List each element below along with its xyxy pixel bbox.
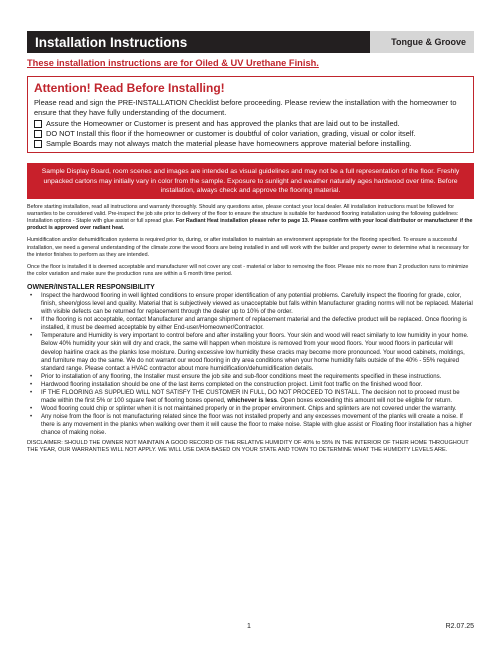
list-item-text: Any noise from the floor is not manufacturing related since the floor was not installed properly and any excesses movement of the planks will create a noise. If there is any movement in the planks when walking over them it will cause the floor to make noise. Staple with glue assist or Floating floor installation has a higher chance of making noise.	[41, 414, 472, 437]
sample-notice-banner: Sample Display Board, room scenes and images are intended as visual guidelines and may not be a full representation of the floor. Freshly unpacked cartons may initially vary in color from the sample. Exposure to sunlight and weather naturally ages hardwood over time. Before installation, always check and approve the flooring material.	[27, 163, 474, 199]
list-item-text: . Open boxes exceeding this amount will not be eligible for return.	[276, 398, 453, 405]
humidity-disclaimer: DISCLAIMER: SHOULD THE OWNER NOT MAINTAIN A GOOD RECORD OF THE RELATIVE HUMIDITY OF 40% to 55% IN THE INTERIOR OF THEIR HOME THROUGHOUT THE YEAR, OUR WARRANTIES WILL NOT APPLY. WE WILL USE DATA BASED ON YOUR STATE AND TOWN TO DETERMINE WHAT THE HUMIDITY LEVELS ARE.	[27, 439, 469, 454]
bullet-icon: •	[30, 333, 33, 340]
list-item	[27, 389, 474, 405]
checkbox[interactable]	[34, 130, 42, 138]
list-item-emphasis: whichever is less	[227, 398, 277, 405]
bullet-icon: •	[30, 414, 33, 421]
acceptance-paragraph: Once the floor is installed it is deemed acceptable and manufacturer will not cover any cost - material or labor to removing the floor. Please mix no more than 2 production runs to minimize the color variation and make sure the production runs are within a 6 month time period.	[27, 263, 469, 277]
list-item	[27, 405, 474, 413]
list-item-text: Hardwood flooring installation should be one of the last items completed on the construction project. Limit foot traffic on the finished wood floor.	[41, 381, 423, 388]
attention-box	[27, 76, 474, 153]
humidity-paragraph: Humidification and/or dehumidification systems is required prior to, during, or after installation to maintain an environment appropriate for the flooring specified. To ensure a successful installation, we need a general understanding of the climate zone the wood floors are being installed in and will work with the builder and property owner to determine what is necessary for the interior finishes to perform as they are intended.	[27, 237, 470, 258]
list-item	[27, 381, 474, 389]
bullet-icon: •	[30, 292, 33, 299]
bullet-icon: •	[30, 390, 33, 396]
checkbox[interactable]	[34, 120, 42, 128]
document-title: Installation Instructions	[27, 31, 370, 53]
checklist-item	[34, 129, 467, 139]
bullet-icon: •	[30, 373, 33, 380]
radiant-heat-note: For Radiant Heat installation please refer to page 13. Please confirm with your local distributor or manufacturer if the product is approved over radiant heat.	[27, 218, 473, 232]
list-item	[27, 413, 474, 437]
attention-intro: Please read and sign the PRE-INSTALLATION Checklist before proceeding. Please review the installation with the homeowner to ensure that they have fully understanding of the document.	[34, 98, 457, 118]
list-item-text: Temperature and Humidity is very important to control before and after installing your floors. Your skin and wood will react similarly to low humidity in your home. Below 40% humidity your skin will dry and crack, the same will happen when moisture is removed from your wood floors. Your wood floors in particular will develop hairline crack as the planks lose moisture. During excessive low humidity these cracks may become more pronounced. Your wood cabinets, moldings, and furniture may do the same. We do not warrant our wood flooring in dry area conditions when your home humidity falls outside of the 40% - 55% required standard range. Please contact a HVAC contractor about more humidification/dehumidification details.	[41, 333, 469, 372]
revision-code: R2.07.25	[445, 623, 474, 630]
product-type-tag: Tongue & Groove	[370, 31, 474, 53]
intro-paragraph: Before starting installation, read all instructions and warranty thoroughly. Should any questions arise, please contact your local dealer. All installation instructions must be followed for warranties to be considered valid. Pre-inspect the job site prior to delivery of the floor to ensure the structure is suitable for hardwood flooring installation using the following guidelines:	[27, 204, 459, 218]
bullet-icon: •	[30, 317, 33, 324]
list-item-text: Inspect the hardwood flooring in well lighted conditions to ensure proper identification of any potential problems. Carefully inspect the flooring for grade, color, finish, sheen/gloss level and quality. Material that is subjectively viewed as unacceptable but falls within Manufacturer grading norms will not be replaced. Material with visible defects can be returned for replacement through the dealer up to 10% of the order.	[41, 292, 473, 316]
attention-title: Attention! Read Before Installing!	[34, 81, 225, 95]
list-item	[27, 373, 474, 381]
list-item	[27, 292, 474, 316]
responsibility-list	[27, 292, 474, 438]
list-item-text: If the flooring is not acceptable, contact Manufacturer and arrange shipment of replacement material and the defective product will be replaced. Once flooring is installed, it must be deemed acceptable by either End-user/Homeowner/Contractor.	[41, 317, 467, 332]
list-item-text: IF THE FLOORING AS SUPPLIED WILL NOT SATISFY THE CUSTOMER IN FULL, DO NOT PROCEED TO INSTALL. The decision not to proceed must be made within the first 5% or 100 square feet of flooring boxes opened,	[41, 390, 460, 405]
header-bar	[27, 31, 474, 53]
checklist-item-label: Sample Boards may not always match the material please have homeowners approve material before installing.	[46, 139, 412, 149]
installation-options	[27, 218, 474, 232]
bullet-icon: •	[30, 406, 33, 413]
checklist-item-label: Assure the Homeowner or Customer is present and has approved the planks that are laid out to be installed.	[46, 118, 400, 128]
page-number: 1	[247, 623, 251, 630]
responsibility-heading: OWNER/INSTALLER RESPONSIBILITY	[27, 283, 155, 291]
checkbox[interactable]	[34, 140, 42, 148]
checklist-item	[34, 139, 467, 149]
bullet-icon: •	[30, 381, 33, 388]
finish-subtitle: These installation instructions are for Oiled & UV Urethane Finish.	[27, 58, 319, 68]
installation-options-text: Installation options - Staple with glue assist or full spread glue.	[27, 218, 176, 225]
document-page	[27, 31, 474, 455]
list-item	[27, 316, 474, 332]
list-item-text: Wood flooring could chip or splinter when it is not maintained properly or in the proper environment. Chips and splinters are not covered under the warranty.	[41, 406, 457, 413]
checklist-item	[34, 119, 467, 129]
page-footer	[27, 623, 474, 633]
checklist-item-label: DO NOT Install this floor if the homeowner or customer is doubtful of color variation, grading, visual or color itself.	[46, 129, 416, 139]
list-item	[27, 332, 474, 372]
list-item-text: Prior to installation of any flooring, the Installer must ensure the job site and sub-floor conditions meet the requirements specified in these instructions.	[41, 373, 442, 380]
